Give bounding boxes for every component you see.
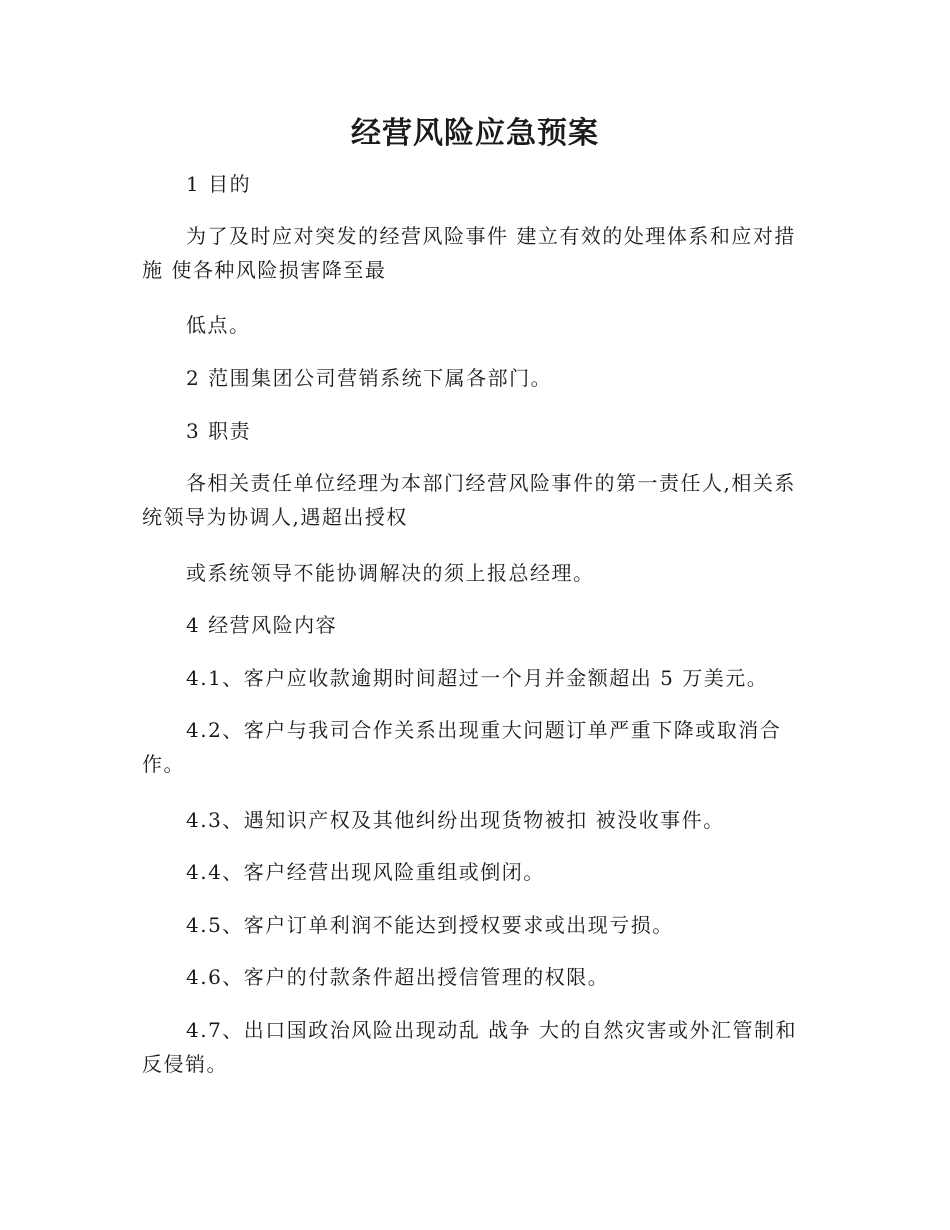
list-item-4-4: 4.4、客户经营出现风险重组或倒闭。 [186,860,545,884]
list-item-4-7: 4.7、出口国政治风险出现动乱 战争 大的自然灾害或外汇管制和 反侵销。 [142,1018,798,1076]
section-heading-purpose: 1 目的 [186,172,252,196]
section-heading-duties: 3 职责 [186,419,252,443]
list-item-4-5: 4.5、客户订单利润不能达到授权要求或出现亏损。 [186,913,674,937]
section-heading-scope: 2 范围集团公司营销系统下属各部门。 [186,366,553,390]
paragraph-purpose: 为了及时应对突发的经营风险事件 建立有效的处理体系和应对措 施 使各种风险损害降至最 [142,224,796,282]
paragraph-duties: 各相关责任单位经理为本部门经营风险事件的第一责任人,相关系 统领导为协调人,遇超出授权 [142,471,796,529]
list-item-4-3: 4.3、遇知识产权及其他纠纷出现货物被扣 被没收事件。 [186,808,725,832]
paragraph-duties-continued: 或系统领导不能协调解决的须上报总经理。 [186,561,595,585]
paragraph-purpose-continued: 低点。 [186,313,251,337]
section-heading-risk-content: 4 经营风险内容 [186,613,338,637]
list-item-4-1: 4.1、客户应收款逾期时间超过一个月并金额超出 5 万美元。 [186,666,769,690]
list-item-4-6: 4.6、客户的付款条件超出授信管理的权限。 [186,965,610,989]
document-title: 经营风险应急预案 [351,116,599,151]
list-item-4-2: 4.2、客户与我司合作关系出现重大问题订单严重下降或取消合 作。 [142,718,782,776]
